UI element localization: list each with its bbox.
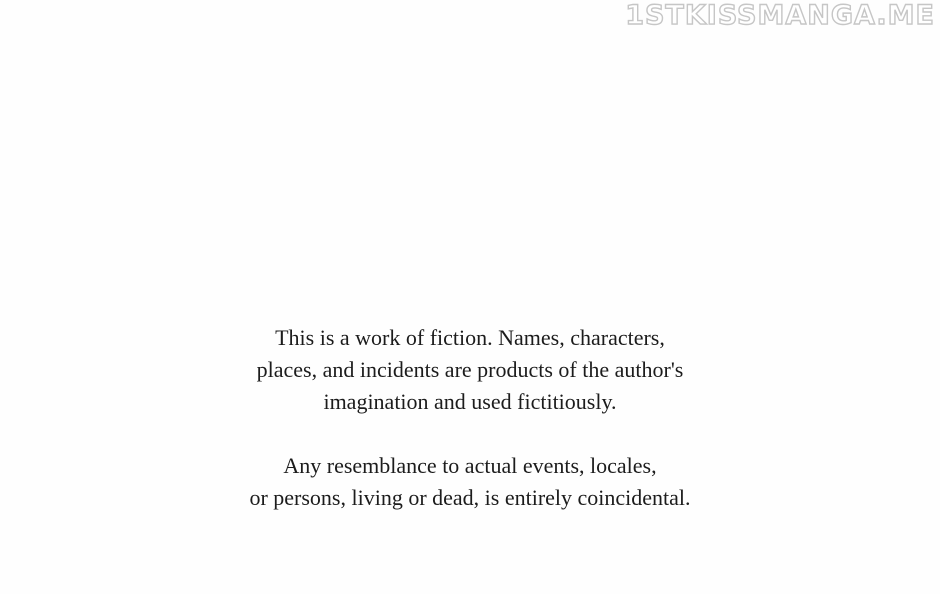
disclaimer-paragraph-1 [0, 322, 940, 418]
disclaimer-line: imagination and used fictitiously. [323, 389, 617, 414]
disclaimer-paragraph-2 [0, 450, 940, 514]
disclaimer-line: Any resemblance to actual events, locales, [283, 453, 657, 478]
disclaimer-line: places, and incidents are products of the author's [256, 357, 684, 382]
disclaimer-text-block [0, 322, 940, 514]
disclaimer-line: This is a work of fiction. Names, characters, [275, 325, 665, 350]
site-watermark: 1STKISSMANGA.ME [625, 0, 935, 31]
disclaimer-line: or persons, living or dead, is entirely coincidental. [249, 485, 691, 510]
